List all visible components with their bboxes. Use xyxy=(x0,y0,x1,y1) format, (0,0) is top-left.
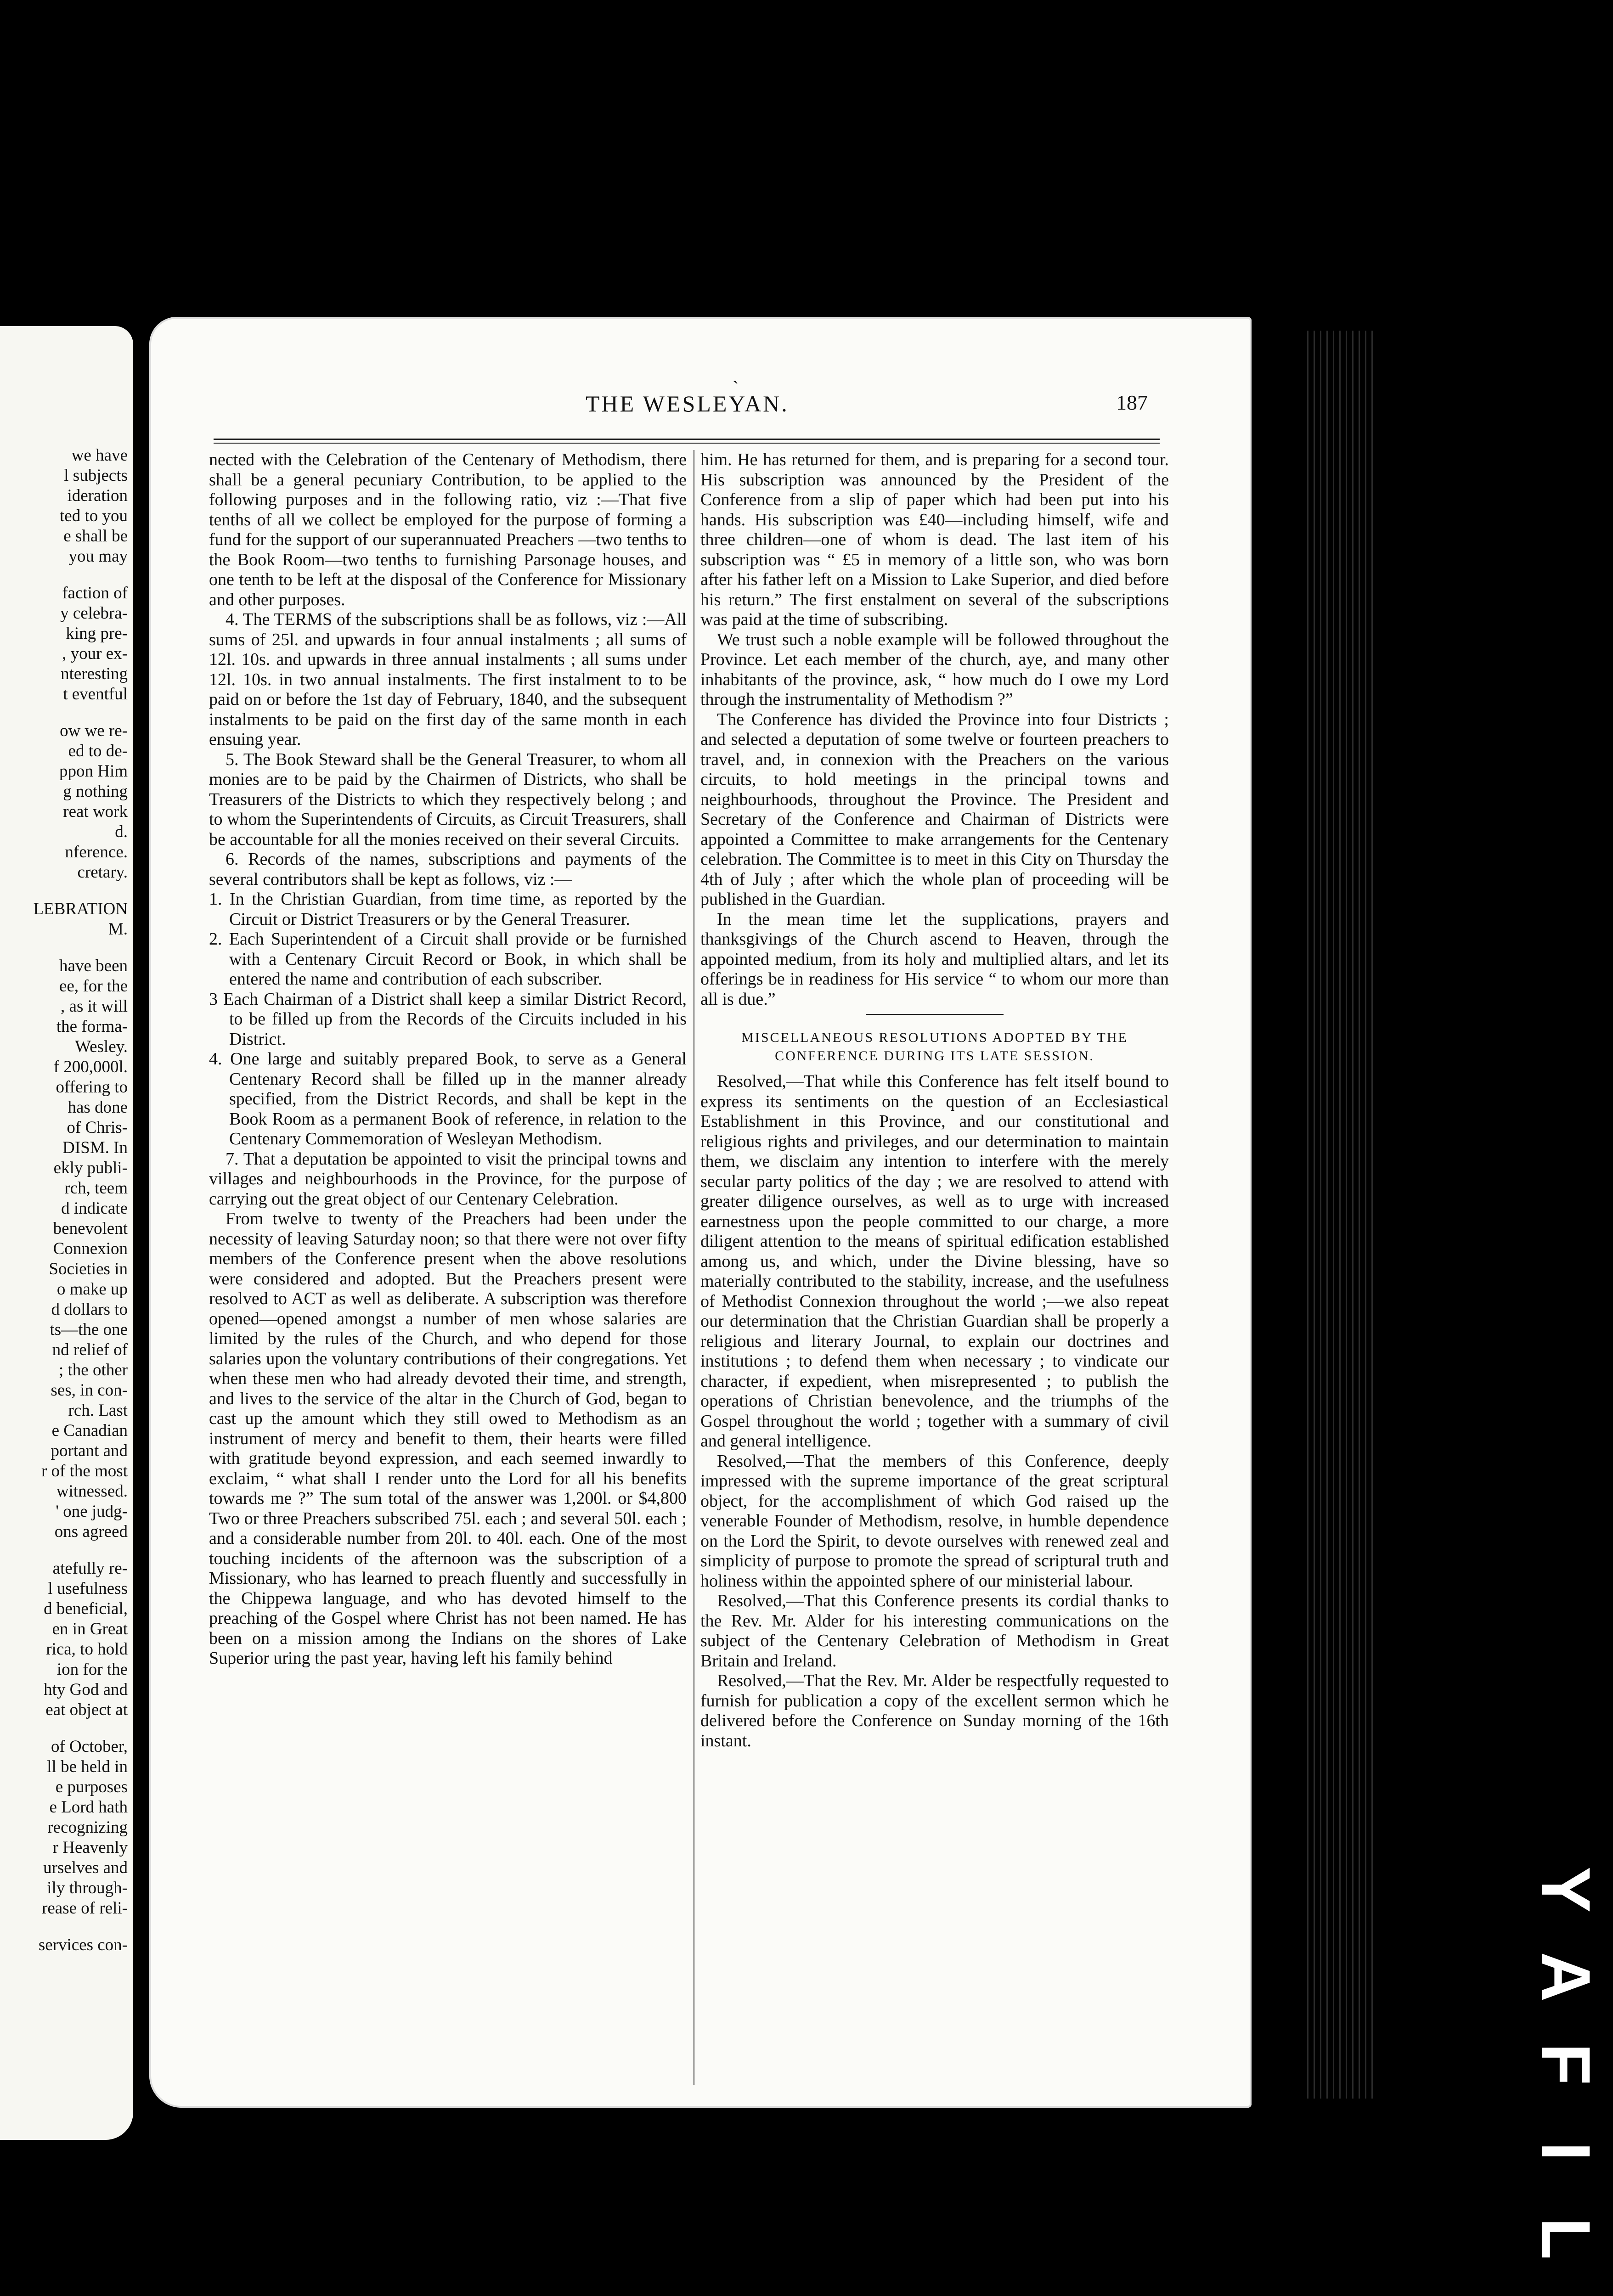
header-rule xyxy=(214,439,1160,444)
printer-mark: ˎ xyxy=(733,363,739,384)
fragment-line: ' one judg- xyxy=(56,1502,128,1521)
fragment-line: r Heavenly xyxy=(52,1838,128,1857)
paragraph: nected with the Celebration of the Centenary of Methodism, there shall be a general pecuniary Contribution, to be applied to the following purposes and in the following ratio, viz :—That five tenths of all we collect be employed for the purpose of forming a fund for the support of our superannuated Preachers —two tenths to the Book Room—two tenths to furnishing Parsonage houses, and one tenth to be left at the disposal of the Conference for Missionary and other purposes. xyxy=(209,450,687,609)
fragment-line: ppon Him xyxy=(59,762,128,781)
paragraph: The Conference has divided the Province into four Districts ; and selected a deputation of some twelve or fourteen preachers to travel, and, in connexion with the Preachers on the various circuits, to hold meetings in the principal towns and neighbourhoods, throughout the Province. The President and Secretary of the Conference and Chairman of Districts were appointed a Committee to make arrangements for the Centenary celebration. The Committee is to meet in this City on Thursday the 4th of July ; after which the whole plan of proceeding will be published in the Guardian. xyxy=(700,709,1169,909)
paragraph: Resolved,—That the Rev. Mr. Alder be respectfully requested to furnish for publication a copy of the excellent sermon which he delivered before the Conference on Sunday morning of the 16th instant. xyxy=(700,1671,1169,1750)
list-item: 2. Each Superintendent of a Circuit shall provide or be furnished with a Centenary Circuit Record or Book, in which shall be entered the name and contribution of each subscriber. xyxy=(209,929,687,989)
text-column-left xyxy=(209,450,687,1669)
short-rule xyxy=(866,1014,1004,1015)
line-gap xyxy=(4,940,128,956)
paragraph: From twelve to twenty of the Preachers had been under the necessity of leaving Saturday noon; so that there were not over fifty members of the Conference present when the above resolutions were considered and adopted. But the Preachers present were resolved to ACT as well as deliberate. A subscription was therefore opened—opened amongst a number of men whose salaries are limited by the rules of the Church, and who depend for those salaries upon the voluntary contributions of their congregations. Yet when these men who had already devoted their time, and strength, and lives to the service of the altar in the Church of God, began to cast up the amount which they still owed to Methodism as an instrument of mercy and benefit to them, their hearts were filled with gratitude beyond expression, and each seemed inwardly to exclaim, “ what shall I render unto the Lord for all his benefits towards me ?” The sum total of the answer was 1,200l. or $4,800 Two or three Preachers subscribed 75l. each ; and several 50l. each ; and a considerable number from 20l. to 40l. each. One of the most touching incidents of the afternoon was the subscription of a Missionary, who has learned to preach fluently and successfully in the Chippewa language, and who has devoted himself to the preaching of the Gospel where Christ has not been named. He has been on a mission among the Indians on the shores of Lake Superior uring the past year, having left his family behind xyxy=(209,1209,687,1668)
fragment-line: benevolent xyxy=(53,1219,128,1238)
fragment-line: ; the other xyxy=(58,1361,128,1379)
fragment-line: Wesley. xyxy=(75,1037,128,1056)
fragment-line: the forma- xyxy=(56,1017,128,1036)
fragment-line: d. xyxy=(115,822,128,841)
paragraph: 5. The Book Steward shall be the General Treasurer, to whom all monies are to be paid by the Chairmen of Districts, who shall be Treasurers of the Districts to which they respectively belong ; and to whom the Superintendents of Circuits, as Circuit Treasurers, shall be accountable for all the monies received on their several Circuits. xyxy=(209,749,687,849)
film-letter: L xyxy=(1528,2217,1605,2260)
paragraph: Resolved,—That this Conference presents its cordial thanks to the Rev. Mr. Alder for his interesting communications on the subject of the Centenary Celebration of Methodism in Great Britain and Ireland. xyxy=(700,1591,1169,1671)
paragraph: him. He has returned for them, and is preparing for a second tour. His subscription was announced by the President of the Conference from a slip of paper which had been put into his hands. His subscription was £40—including himself, wife and three children—one of whom is dead. The last item of his subscription was “ £5 in memory of a little son, who was born after his father left on a Mission to Lake Superior, and died before his return.” The first enstalment on several of the subscriptions was paid at the time of subscribing. xyxy=(700,450,1169,629)
text-column-right xyxy=(700,450,1169,1751)
fragment-line: eat object at xyxy=(45,1700,128,1719)
film-letter: F xyxy=(1528,2043,1605,2085)
fragment-line: rch, teem xyxy=(64,1179,128,1198)
fragment-line: rease of reli- xyxy=(42,1899,128,1918)
fragment-line: have been xyxy=(59,957,128,975)
film-letter: I xyxy=(1528,2142,1605,2161)
fragment-line: we have xyxy=(71,446,128,465)
fragment-line: urselves and xyxy=(43,1858,128,1877)
publication-title: THE WESLEYAN. xyxy=(586,391,789,416)
paragraph: Resolved,—That the members of this Conference, deeply impressed with the supreme importance of the great scriptural object, for the accomplishment of which God raised up the venerable Founder of Methodism, resolve, in humble dependence on the Lord the Spirit, to devote ourselves with renewed zeal and simplicity of purpose to promote the spread of scriptural truth and holiness within the appointed sphere of our ministerial labour. xyxy=(700,1451,1169,1591)
fragment-line: atefully re- xyxy=(52,1559,128,1578)
fragment-line: ow we re- xyxy=(60,721,128,740)
list-item: 4. One large and suitably prepared Book, to serve as a General Centenary Record shall be filled up in the manner already specified, from the District Records, and shall be kept in the Book Room as a permanent Book of reference, in relation to the Centenary Commemoration of Wesleyan Methodism. xyxy=(209,1049,687,1148)
facing-page-fragment xyxy=(0,326,133,2140)
paragraph: 4. The TERMS of the subscriptions shall be as follows, viz :—All sums of 25l. and upwards in four annual instalments ; all sums of 12l. 10s. and upwards in three annual instalments ; all sums under 12l. 10s. in two annual instalments. The first instalment to to be paid on or before the 1st day of February, 1840, and the subsequent instalments to be paid on the first day of the same month in each ensuing year. xyxy=(209,610,687,749)
fragment-line: , your ex- xyxy=(62,644,128,663)
fragment-line: en in Great xyxy=(52,1620,128,1638)
fragment-line: you may xyxy=(68,547,128,566)
fragment-line: ted to you xyxy=(60,506,128,525)
line-gap xyxy=(4,883,128,899)
fragment-line: Connexion xyxy=(53,1239,128,1258)
fragment-line: d dollars to xyxy=(51,1300,128,1319)
microfilm-label xyxy=(1529,1846,1603,2296)
fragment-line: ideration xyxy=(67,486,128,505)
film-letter xyxy=(1523,2289,1610,2296)
list-item: 1. In the Christian Guardian, from time time, as reported by the Circuit or District Treasurers or by the General Treasurer. xyxy=(209,889,687,929)
fragment-line: r of the most xyxy=(41,1462,128,1480)
line-gap xyxy=(4,1720,128,1737)
line-gap xyxy=(4,567,128,583)
paragraph: We trust such a noble example will be followed throughout the Province. Let each member of the church, aye, and many other inhabitants of the province, ask, “ how much do I owe my Lord through the instrumentality of Methodism ?” xyxy=(700,630,1169,709)
fragment-line: cretary. xyxy=(77,863,128,882)
fragment-line: o make up xyxy=(56,1280,128,1299)
document-page xyxy=(149,317,1252,2108)
fragment-line: witnessed. xyxy=(56,1482,128,1501)
fragment-line: ts—the one xyxy=(50,1320,128,1339)
fragment-line: e Lord hath xyxy=(49,1798,128,1817)
fragment-line: nd relief of xyxy=(52,1340,128,1359)
fragment-line: e purposes xyxy=(55,1778,128,1796)
fragment-line: d indicate xyxy=(61,1199,128,1218)
fragment-line: recognizing xyxy=(47,1818,128,1837)
fragment-line: ed to de- xyxy=(68,742,128,760)
running-head xyxy=(149,390,1252,422)
film-edge-strip xyxy=(1304,331,1378,2099)
fragment-line: rica, to hold xyxy=(46,1640,128,1659)
fragment-line: y celebra- xyxy=(60,604,128,623)
fragment-line: ion for the xyxy=(56,1660,128,1679)
fragment-line: nteresting xyxy=(61,664,128,683)
fragment-line: faction of xyxy=(62,584,128,602)
fragment-line: ekly publi- xyxy=(53,1159,128,1177)
fragment-line: nference. xyxy=(65,843,128,861)
fragment-line: king pre- xyxy=(66,624,128,643)
fragment-line: DISM. In xyxy=(62,1138,128,1157)
fragment-line: of October, xyxy=(51,1737,128,1756)
fragment-line: l subjects xyxy=(64,466,128,485)
line-gap xyxy=(4,704,128,721)
fragment-line: has done xyxy=(68,1098,128,1117)
fragment-line: ons agreed xyxy=(54,1522,128,1541)
paragraph: 7. That a deputation be appointed to visit the principal towns and villages and neighbourhoods in the Province, for the purpose of carrying out the great object of our Centenary Celebration. xyxy=(209,1149,687,1209)
fragment-line: ses, in con- xyxy=(51,1381,128,1400)
fragment-line: f 200,000l. xyxy=(53,1058,128,1076)
fragment-line: services con- xyxy=(38,1936,128,1954)
fragment-line: rch. Last xyxy=(68,1401,128,1420)
fragment-line: l usefulness xyxy=(48,1579,128,1598)
fragment-line: M. xyxy=(108,920,128,939)
fragment-line: ee, for the xyxy=(59,977,128,996)
paragraph: 6. Records of the names, subscriptions and payments of the several contributors shall be kept as follows, viz :— xyxy=(209,850,687,889)
fragment-line: , as it will xyxy=(61,997,128,1016)
fragment-line: of Chris- xyxy=(67,1118,128,1137)
paragraph: In the mean time let the supplications, prayers and thanksgivings of the Church ascend to Heaven, through the appointed medium, from its holy and multiplied altars, and let its offerings be in readiness for His service “ to whom our more than all is due.” xyxy=(700,909,1169,1009)
film-letter: Y xyxy=(1528,1866,1605,1913)
page-number: 187 xyxy=(1116,391,1148,414)
fragment-line: t eventful xyxy=(63,685,128,703)
fragment-line: portant and xyxy=(51,1441,128,1460)
line-gap xyxy=(4,1542,128,1559)
section-heading: MISCELLANEOUS RESOLUTIONS ADOPTED BY THE CONFERENCE DURING ITS LATE SESSION. xyxy=(741,1030,1128,1064)
fragment-line: g nothing xyxy=(63,782,128,801)
fragment-line: e shall be xyxy=(63,527,128,546)
fragment-line: ily through- xyxy=(47,1879,128,1897)
film-letter: A xyxy=(1528,1952,1605,2002)
fragment-line: d beneficial, xyxy=(44,1599,128,1618)
fragment-line: Societies in xyxy=(49,1260,128,1278)
fragment-line: LEBRATION xyxy=(33,900,128,918)
fragment-line: hty God and xyxy=(44,1680,128,1699)
fragment-line: reat work xyxy=(63,802,128,821)
fragment-line: e Canadian xyxy=(51,1421,128,1440)
line-gap xyxy=(4,1919,128,1935)
paragraph: Resolved,—That while this Conference has felt itself bound to express its sentiments on the question of an Ecclesiastical Establishment in this Province, and our constitutional and religious rights and privileges, and our determination to maintain them, we disclaim any intention to interfere with the merely secular party politics of the day ; we are resolved to attend with greater diligence ourselves, as well as to urge with increased earnestness upon the people committed to our charge, a more diligent attention to the means of spiritual edification established among us, and which, under the Divine blessing, have so materially contributed to the stability, increase, and the usefulness of Methodist Connexion throughout the world ;—we also repeat our determination that the Christian Guardian shall be properly a religious and literary Journal, to explain our doctrines and institutions ; to defend them when necessary ; to vindicate our character, if expedient, when misrepresented ; to publish the operations of Christian benevolence, and the triumphs of the Gospel throughout the world ; together with a summary of civil and general intelligence. xyxy=(700,1072,1169,1451)
fragment-line: ll be held in xyxy=(47,1757,128,1776)
facing-page-column xyxy=(4,445,128,1955)
fragment-line: offering to xyxy=(56,1078,128,1097)
list-item: 3 Each Chairman of a District shall keep a similar District Record, to be filled up from the Records of the Circuits included in his District. xyxy=(209,989,687,1049)
